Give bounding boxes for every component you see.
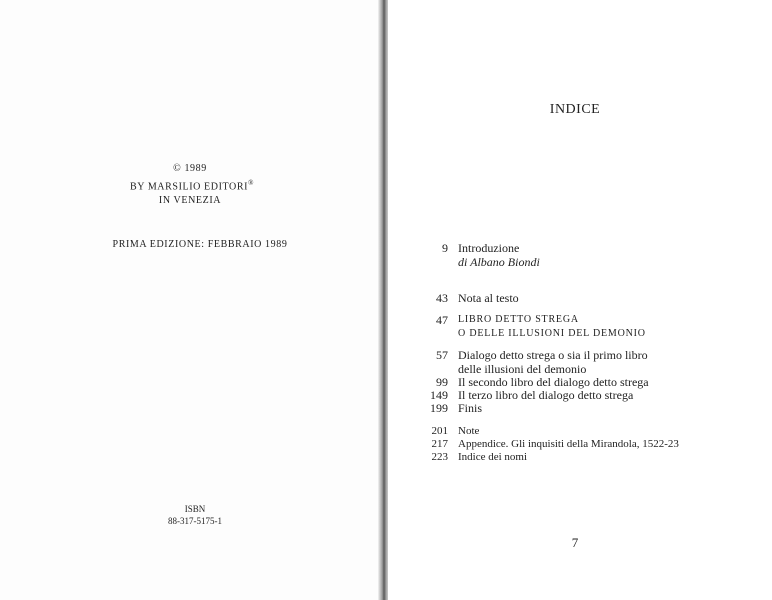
left-page — [0, 0, 380, 600]
toc-page-number: 201 — [431, 425, 448, 437]
edition-line: PRIMA EDIZIONE: FEBBRAIO 1989 — [112, 239, 288, 250]
toc-entry — [410, 437, 750, 451]
copyright-city: IN VENEZIA — [158, 195, 222, 207]
toc-entry — [410, 241, 750, 271]
copyright-year: © 1989 — [173, 163, 207, 174]
toc-page-number: 57 — [436, 348, 448, 362]
toc-entry — [410, 291, 750, 305]
isbn-label: ISBN — [184, 504, 206, 514]
toc-page-number: 149 — [430, 388, 448, 402]
page-number: 7 — [571, 535, 579, 550]
toc-entry — [410, 388, 750, 402]
toc-page-number: 9 — [442, 241, 448, 255]
toc-entry — [410, 313, 750, 343]
toc-title: Dialogo detto strega o sia il primo libro — [458, 348, 648, 362]
toc-entry — [410, 424, 750, 438]
toc-title: Introduzione — [458, 241, 520, 255]
toc-page-number: 47 — [436, 313, 448, 327]
isbn-block — [150, 503, 240, 527]
isbn-number: 88-317-5175-1 — [168, 516, 222, 526]
toc-title: Indice dei nomi — [458, 451, 528, 463]
toc-title: Appendice. Gli inquisiti della Mirandola, 1522-23 — [458, 438, 679, 450]
toc-subtitle: di Albano Biondi — [458, 255, 540, 269]
toc-entry — [410, 401, 750, 415]
copyright-block — [130, 162, 254, 208]
publisher-name: BY MARSILIO EDITORI — [130, 181, 249, 193]
toc-page-number: 217 — [431, 438, 448, 450]
toc-entry — [410, 375, 750, 389]
toc-page-number: 223 — [431, 451, 448, 463]
toc-title: Note — [458, 425, 480, 437]
toc-title: Il secondo libro del dialogo detto strega — [458, 375, 649, 389]
copyright-publisher — [130, 176, 254, 194]
toc-page-number: 99 — [436, 375, 448, 389]
toc-title: Nota al testo — [458, 291, 519, 305]
toc-title: Il terzo libro del dialogo detto strega — [458, 388, 634, 402]
toc-page-number: 199 — [430, 401, 448, 415]
toc-entry — [410, 348, 750, 378]
page-title: INDICE — [549, 102, 601, 117]
toc-title-line2: O DELLE ILLUSIONI DEL DEMONIO — [458, 328, 646, 339]
toc-entry — [410, 450, 750, 464]
toc-title: Finis — [458, 401, 483, 415]
registered-mark: ® — [248, 179, 254, 187]
toc-title-line2: delle illusioni del demonio — [458, 362, 587, 376]
toc-page-number: 43 — [436, 291, 448, 305]
toc-title: LIBRO DETTO STREGA — [458, 314, 579, 325]
